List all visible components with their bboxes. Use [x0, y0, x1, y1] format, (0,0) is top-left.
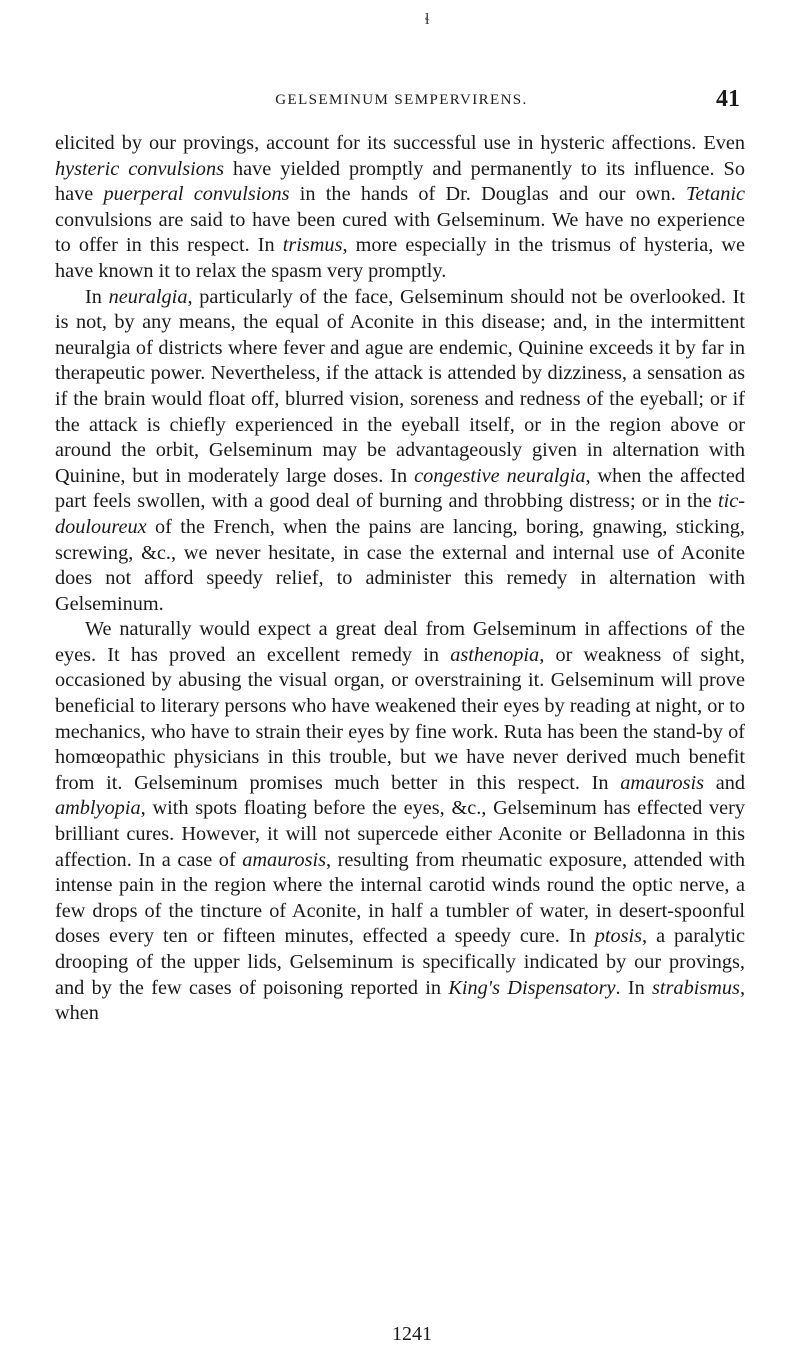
italic-term: asthenopia: [450, 643, 540, 666]
text-run: in the hands of Dr. Douglas and our own.: [289, 183, 687, 206]
text-run: convulsions are said to have been cured with Gelseminum. We have no experience to offer in this respect. In: [55, 208, 745, 257]
italic-term: trismus: [282, 234, 343, 257]
text-run: , a paralytic drooping of the upper lids, Gelseminum is specifically indicated by our provings, and by the few cases of poisoning reported in: [55, 925, 745, 999]
text-run: have yielded promptly and permanently to its influence. So have: [55, 157, 745, 206]
italic-term: strabismus: [652, 976, 740, 999]
running-title: GELSEMINUM SEMPERVIRENS.: [275, 92, 528, 108]
italic-term: hysteric convulsions: [55, 157, 224, 180]
page-number: 41: [716, 86, 740, 112]
text-run: , more especially in the trismus of hysteria, we have known it to relax the spasm very promptly.: [55, 234, 745, 282]
paragraph-1: [55, 131, 745, 285]
text-run: elicited by our provings, account for its successful use in hysteric affections. Even: [55, 132, 745, 154]
margin-mark: ɬ: [425, 11, 430, 28]
text-run: , or weakness of sight, occasioned by abusing the visual organ, or overstraining it. Gelseminum will prove beneficial to literary persons who have weakened their eyes by reading at night, or to mechanics, who have to strain their eyes by fine work. Ruta has been the stand-by of homœopathic physicians in this trouble, but we have never derived much benefit from it. Gelseminum promises much better in this respect. In: [55, 643, 745, 794]
italic-term: neuralgia: [108, 285, 188, 308]
italic-term: puerperal convulsions: [103, 183, 290, 206]
text-run: . In: [615, 976, 653, 999]
text-run: and: [704, 771, 745, 794]
text-run: , resulting from rheumatic exposure, attended with intense pain in the region where the internal carotid winds round the optic nerve, a few drops of the tincture of Aconite, in half a tumbler of water, in desert-spoonful doses every ten or fifteen minutes, effected a speedy cure. In: [55, 848, 745, 948]
text-run: In: [85, 285, 109, 308]
text-run: We naturally would expect a great deal from Gelseminum in affections of the eyes. It has proved an excellent remedy in: [55, 618, 745, 666]
italic-term: amaurosis: [620, 771, 705, 794]
text-run: , when the affected part feels swollen, with a good deal of burning and throbbing distress; or in the: [55, 464, 745, 513]
italic-term: Tetanic: [686, 183, 745, 206]
signature-number: 1241: [392, 1323, 432, 1345]
italic-term: congestive neuralgia: [414, 464, 586, 487]
text-run: of the French, when the pains are lancing, boring, gnawing, sticking, screwing, &c., we never hesitate, in case the external and internal use of Aconite does not afford speedy relief, to administer this remedy in alternation with Gelseminum.: [55, 515, 745, 615]
text-run: , particularly of the face, Gelseminum should not be overlooked. It is not, by any means, the equal of Aconite in this disease; and, in the intermittent neuralgia of districts where fever and ague are endemic, Quinine exceeds it by far in therapeutic power. Nevertheless, if the attack is attended by dizziness, a sensation as if the brain would float off, blurred vision, soreness and redness of the eyeball; or if the attack is chiefly experienced in the eyeball itself, or in the region above or around the orbit, Gelseminum may be advantageously given in alternation with Quinine, but in moderately large doses. In: [55, 285, 745, 487]
paragraph-2: [55, 285, 745, 618]
italic-term: amblyopia: [55, 797, 141, 820]
body-text: [55, 131, 745, 1027]
text-run: , when: [55, 976, 746, 1025]
italic-term: tic-douloureux: [55, 490, 745, 538]
paragraph-3: [55, 617, 745, 1027]
text-run: , with spots floating before the eyes, &c., Gelseminum has effected very brilliant cures. However, it will not supercede either Aconite or Belladonna in this affection. In a case of: [55, 797, 745, 871]
italic-term: ptosis: [594, 925, 643, 948]
italic-term: King's Dispensatory: [448, 976, 616, 999]
italic-term: amaurosis: [242, 848, 327, 871]
page-header: [55, 86, 748, 132]
